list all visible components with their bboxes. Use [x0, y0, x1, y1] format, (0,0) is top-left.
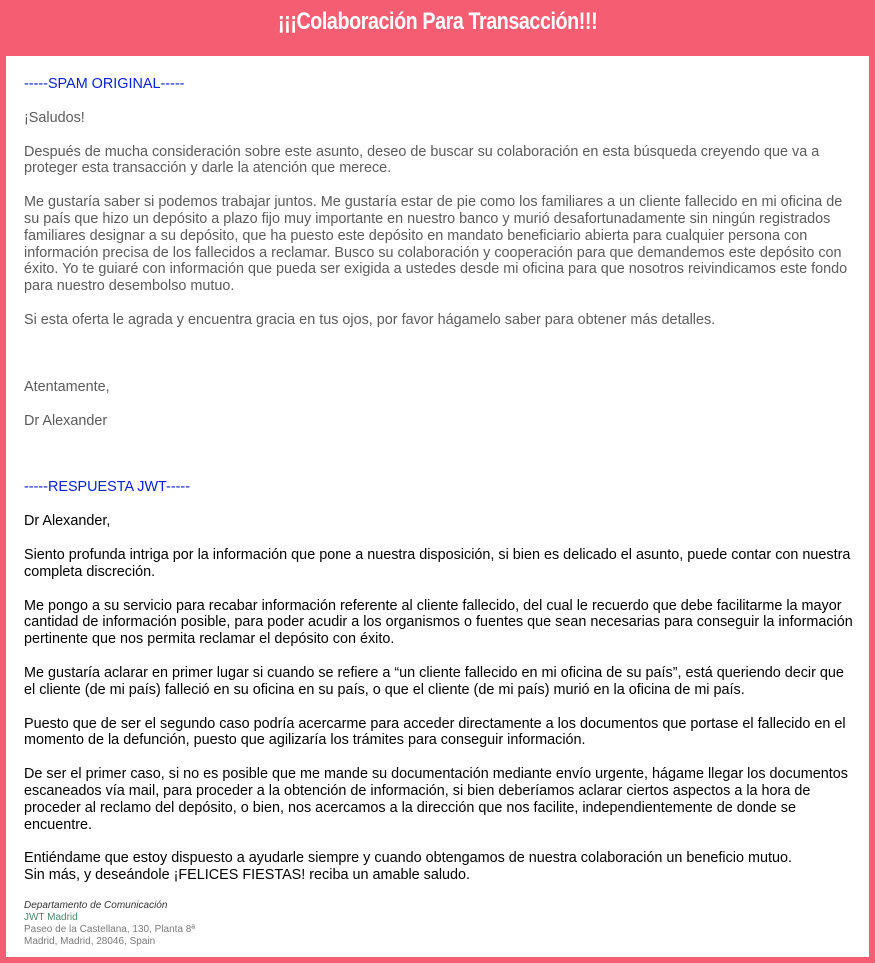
reply-section [24, 479, 854, 884]
spam-paragraph-3: Si esta oferta le agrada y encuentra gracia en tus ojos, por favor hágamelo saber para obtener más detalles. [24, 311, 716, 328]
signature-block [24, 900, 854, 948]
spam-greeting: ¡Saludos! [24, 109, 85, 126]
signature-department: Departamento de Comunicación [24, 899, 168, 911]
spam-marker: -----SPAM ORIGINAL----- [24, 76, 185, 92]
spam-paragraph-2: Me gustaría saber si podemos trabajar juntos. Me gustaría estar de pie como los familiares a un cliente fallecido en mi oficina de su país que hizo un depósito a plazo fijo muy importante en nuestro banco y murió desafortunadamente sin ningún registrados familiares designar a su depósito, que ha puesto este depósito en mandato beneficiario abierta para cualquier persona con información precisa de los fallecidos a reclamar. Busco su colaboración y cooperación para que demandemos este depósito con éxito. Yo te guiaré con información que pueda ser exigida a ustedes desde mi oficina para que nosotros reivindicamos este fondo para nuestro desembolso mutuo. [24, 194, 848, 295]
reply-closing-line-1: Entiéndame que estoy dispuesto a ayudarle siempre y cuando obtengamos de nuestra colaboración un beneficio mutuo. [24, 850, 792, 867]
reply-greeting: Dr Alexander, [24, 513, 111, 530]
page-title: ¡¡¡Colaboración Para Transacción!!! [277, 8, 598, 35]
spam-section [24, 76, 854, 429]
spam-signature: Dr Alexander [24, 412, 108, 429]
reply-marker: -----RESPUESTA JWT----- [24, 479, 190, 496]
reply-paragraph-4: Puesto que de ser el segundo caso podría acercarme para acceder directamente a los documentos que portase el fallecido en el momento de la defunción, puesto que agilizaría los trámites para conseguir información. [24, 715, 846, 749]
header-bar [0, 0, 875, 46]
reply-paragraph-2: Me pongo a su servicio para recabar información referente al cliente fallecido, del cual le recuerdo que debe facilitarme la mayor cantidad de información posible, para poder acudir a los organismos o fuentes que sean necesarias para conseguir la información pertinente que nos permita reclamar el depósito con éxito. [24, 597, 853, 648]
reply-paragraph-3: Me gustaría aclarar en primer lugar si cuando se refiere a “un cliente fallecido en mi oficina de su país”, está queriendo decir que el cliente (de mi país) falleció en su oficina en su país, o que el cliente (de mi país) murió en la oficina de mi país. [24, 664, 844, 698]
signature-address-1: Paseo de la Castellana, 130, Planta 8ª [24, 923, 196, 935]
letter-panel [6, 56, 869, 957]
spam-closing: Atentamente, [24, 378, 110, 395]
reply-paragraph-1: Siento profunda intriga por la información que pone a nuestra disposición, si bien es delicado el asunto, puede contar con nuestra completa discreción. [24, 546, 851, 580]
reply-closing-line-2: Sin más, y deseándole ¡FELICES FIESTAS! reciba un amable saludo. [24, 867, 471, 884]
signature-company: JWT Madrid [24, 911, 78, 923]
letter-content [24, 76, 854, 948]
signature-address-2: Madrid, Madrid, 28046, Spain [24, 935, 156, 947]
reply-paragraph-5: De ser el primer caso, si no es posible que me mande su documentación mediante envío urgente, hágame llegar los documentos escaneados vía mail, para proceder a la obtención de información, si bien deberíamos aclarar ciertos aspectos a la hora de proceder al reclamo del depósito, o bien, nos acercamos a la dirección que nos facilite, independientemente de donde se encuentre. [24, 766, 848, 833]
spam-paragraph-1: Después de mucha consideración sobre este asunto, deseo de buscar su colaboración en esta búsqueda creyendo que va a proteger esta transacción y darle la atención que merece. [24, 143, 820, 177]
